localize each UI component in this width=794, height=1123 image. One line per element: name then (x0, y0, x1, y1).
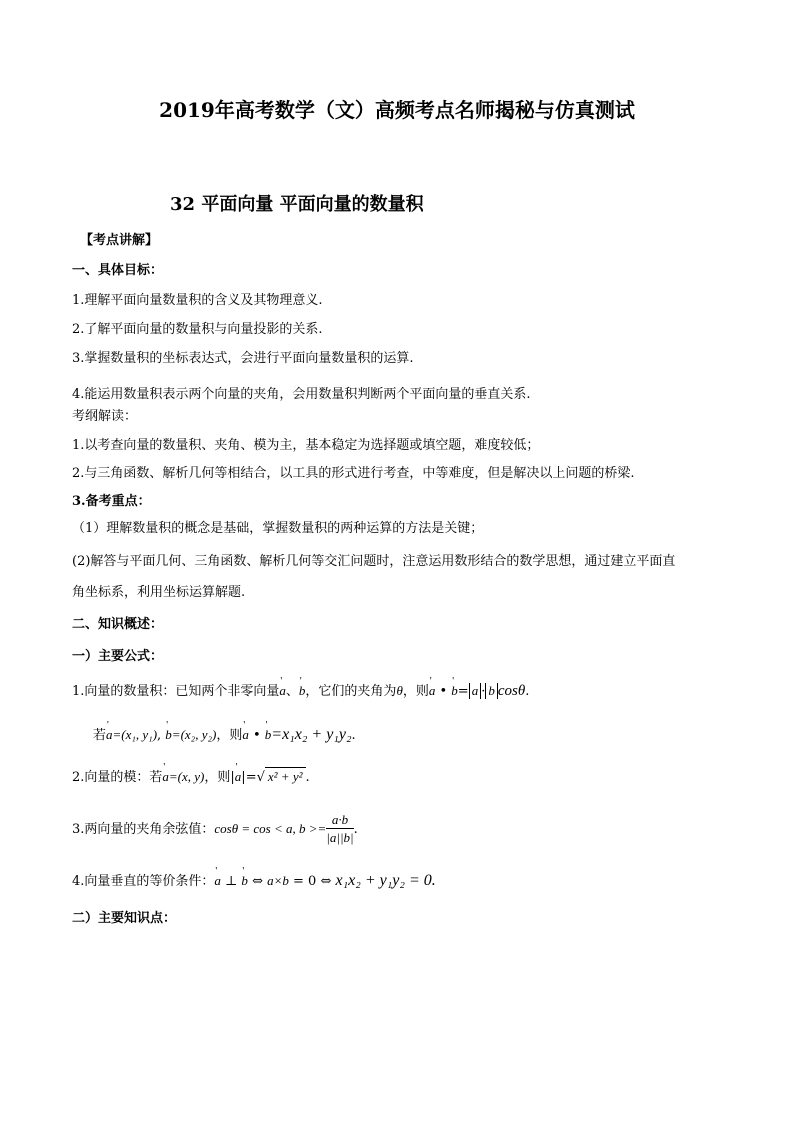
vector-a: ' a (429, 682, 436, 700)
formula-2: 2.向量的模：若' a=(x, y)，则|' a|=√ x² + y² . (72, 767, 310, 787)
goal-item-2: 2.了解平面向量的数量积与向量投影的关系. (72, 322, 323, 337)
vector-b: ' b (265, 726, 272, 744)
vector-a: ' a (106, 726, 113, 744)
cos-vectors: a, b (286, 821, 306, 836)
equals-sign: = (457, 684, 469, 699)
vector-b: ' b (299, 682, 306, 700)
dot-product-result: =x₁x₂ + y₁y₂ (271, 726, 352, 743)
goal-item-3: 3.掌握数量积的坐标表达式，会进行平面向量数量积的运算. (72, 351, 414, 366)
kaogang-item-2: 2.与三角函数、解析几何等相结合，以工具的形式进行考查，中等难度，但是解决以上问题的桥梁. (72, 466, 635, 481)
a-xy: =(x, y) (168, 769, 205, 784)
b-coordinates: =(x₂, y₂) (171, 727, 217, 742)
period: . (351, 728, 356, 743)
formula-1-line-2: 若' a=(x₁, y₁), ' b=(x₂, y₂)，则' a • ' b=x₁x₂ + y₁y₂. (93, 726, 356, 745)
vector-a: ' a (242, 726, 249, 744)
period: . (305, 770, 310, 785)
cos-fraction (326, 812, 353, 847)
formula-4-prefix: 4.向量垂直的等价条件： (72, 874, 215, 889)
iff-symbol: ⇔ (320, 874, 332, 889)
vector-a: ' a (235, 768, 242, 786)
abs-bar-left: | (230, 770, 235, 785)
perp-result: x₁x₂ + y₁y₂ = 0. (335, 872, 436, 889)
formula-4 (72, 872, 436, 891)
formula-2-prefix: 2.向量的模：若 (72, 770, 163, 785)
vector-a: ' a (162, 768, 169, 786)
abs-vector-b: b (485, 683, 498, 699)
period: . (525, 684, 530, 699)
knowledge-points-heading: 二）主要知识点： (72, 911, 177, 926)
kaogang-heading: 考纲解读： (72, 409, 138, 424)
equals-zero: = 0 (293, 874, 317, 889)
abs-bar-right: | (241, 770, 246, 785)
formula-1-text-angle: ，它们的夹角为 (305, 684, 397, 699)
formula-1-coord-prefix: 若 (93, 728, 107, 743)
beikao-heading: 3.备考重点： (72, 494, 151, 509)
theta-symbol: θ (396, 683, 403, 698)
formula-3-prefix: 3.两向量的夹角余弦值： (72, 822, 215, 837)
formula-1-coord-then: ，则 (216, 728, 243, 743)
period: . (353, 822, 358, 837)
vector-b: ' b (451, 682, 458, 700)
fraction-numerator: a·b (326, 812, 353, 829)
section-kaodian: 【考点讲解】 (80, 233, 159, 248)
cos-right: >= (305, 821, 327, 836)
cos-left: cosθ = cos < (214, 821, 286, 836)
formula-1-line-1 (72, 682, 529, 701)
formula-3 (72, 812, 358, 847)
cos-theta: cosθ (497, 683, 526, 699)
formula-2-then: ，则 (204, 770, 231, 785)
a-times-b: a×b (267, 873, 289, 888)
vector-b: ' b (241, 872, 248, 890)
beikao-item-2-line-2: 角坐标系，利用坐标运算解题. (72, 585, 246, 600)
formulas-heading: 一）主要公式： (72, 649, 164, 664)
goal-item-4: 4.能运用数量积表示两个向量的夹角，会用数量积判断两个平面向量的垂直关系. (72, 387, 531, 402)
dot-operator: · (481, 684, 486, 699)
equals-sign: = (245, 770, 257, 785)
vector-b: ' b (165, 726, 172, 744)
fraction-denominator: |a||b| (326, 830, 354, 845)
bullet-operator: • (252, 728, 261, 743)
formula-1-prefix: 1.向量的数量积：已知两个非零向量 (72, 684, 280, 699)
formula-1-text-then: ，则 (402, 684, 429, 699)
sqrt-content: x² + y² (265, 767, 306, 786)
beikao-item-2-line-1: (2)解答与平面几何、三角函数、解析几何等交汇问题时，注意运用数形结合的数学思想，通过建立平面直 (72, 554, 676, 569)
beikao-item-1: （1）理解数量积的概念是基础，掌握数量积的两种运算的方法是关键； (72, 521, 484, 536)
vector-a: ' a (214, 872, 221, 890)
a-coordinates: =(x₁, y₁) (112, 727, 158, 742)
overview-heading: 二、知识概述： (72, 617, 164, 632)
abs-vector-a: a (469, 683, 482, 699)
separator: 、 (285, 684, 299, 699)
kaogang-item-1: 1.以考查向量的数量积、夹角、模为主，基本稳定为选择题或填空题，难度较低； (72, 438, 540, 453)
iff-symbol: ⇔ (252, 874, 263, 889)
document-title: 2019年高考数学（文）高频考点名师揭秘与仿真测试 (159, 98, 635, 122)
goal-item-1: 1.理解平面向量数量积的含义及其物理意义. (72, 293, 323, 308)
perp-symbol: ⊥ (225, 874, 238, 889)
vector-a: ' a (279, 682, 286, 700)
goals-heading: 一、具体目标： (72, 263, 164, 278)
bullet-operator: • (439, 684, 448, 699)
document-subtitle: 32 平面向量 平面向量的数量积 (170, 194, 424, 215)
